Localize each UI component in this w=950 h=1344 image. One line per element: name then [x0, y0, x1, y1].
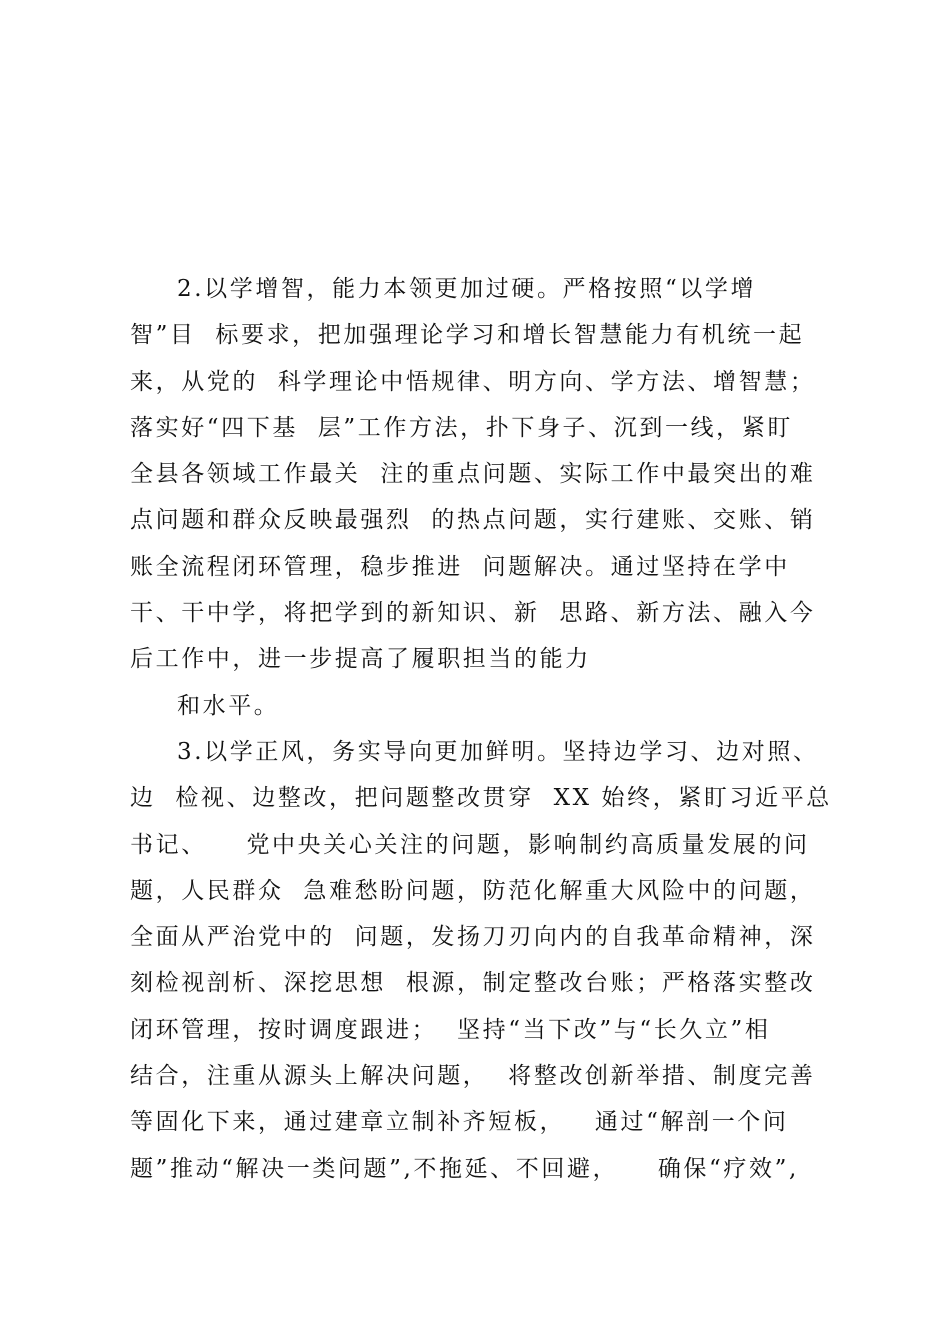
- text-line: 2.以学增智，能力本领更加过硬。严格按照“以学增: [177, 276, 757, 302]
- text-line: 题，人民群众 急难愁盼问题，防范化解重大风险中的问题，: [130, 877, 816, 904]
- text-line: 全面从严治党中的 问题，发扬刀刃向内的自我革命精神，深: [130, 924, 816, 951]
- text-line: 来，从党的 科学理论中悟规律、明方向、学方法、增智慧；: [130, 368, 816, 395]
- text-line: 智”目 标要求，把加强理论学习和增长智慧能力有机统一起: [130, 322, 805, 349]
- text-line: 账全流程闭环管理，稳步推进 问题解决。通过坚持在学中: [130, 553, 790, 580]
- text-line: 等固化下来，通过建章立制补齐短板， 通过“解剖一个问: [130, 1109, 789, 1136]
- text-line: 点问题和群众反映最强烈 的热点问题，实行建账、交账、销: [130, 507, 816, 534]
- text-line: 书记、 党中央关心关注的问题，影响制约高质量发展的问: [130, 831, 810, 858]
- text-line: 3.以学正风，务实导向更加鲜明。坚持边学习、边对照、: [177, 738, 819, 765]
- text-line: 落实好“四下基 层”工作方法，扑下身子、沉到一线，紧盯: [130, 414, 793, 441]
- text-line: 刻检视剖析、深挖思想 根源，制定整改台账；严格落实整改: [130, 970, 816, 997]
- text-line: 和水平。: [177, 692, 280, 719]
- text-line: 闭环管理，按时调度跟进； 坚持“当下改”与“长久立”相: [130, 1016, 771, 1043]
- text-line: 结合，注重从源头上解决问题， 将整改创新举措、制度完善: [130, 1063, 816, 1090]
- text-line: 干、干中学，将把学到的新知识、新 思路、新方法、融入今: [130, 600, 816, 627]
- text-line: 边 检视、边整改，把问题整改贯穿 XX 始终，紧盯习近平总: [130, 785, 832, 812]
- text-line: 全县各领域工作最关 注的重点问题、实际工作中最突出的难: [130, 461, 816, 488]
- text-line: 后工作中，进一步提高了履职担当的能力: [130, 646, 591, 673]
- text-line: 题”推动“解决一类问题”,不拖延、不回避， 确保“疗效”,: [130, 1155, 799, 1182]
- body-text: [130, 266, 830, 1192]
